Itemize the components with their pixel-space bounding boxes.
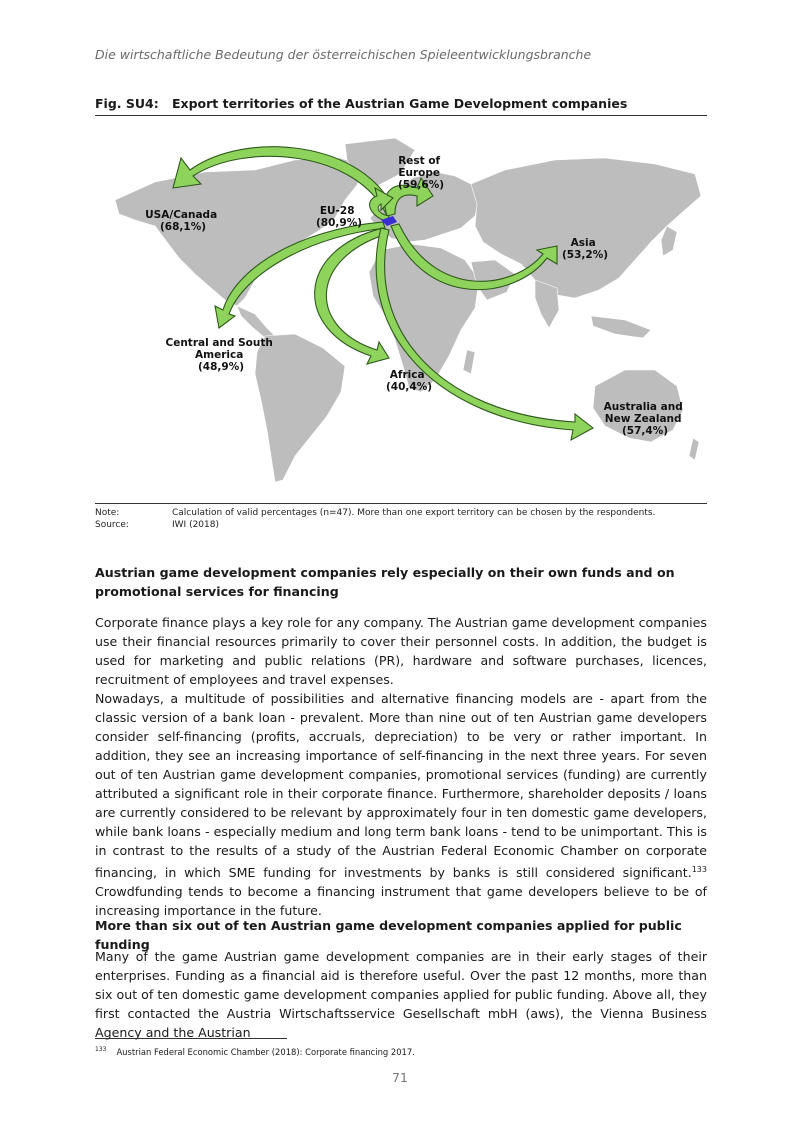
paragraph-public-funding: Many of the game Austrian game development companies are in their early stages of their enterprises. Funding as a financial aid is therefore useful. Over the past 12 months, more than six out of ten domestic game development companies applied for public funding. Above all, they first contacted the Austria Wirtschaftsservice Gesellschaft mbH (aws), the Vienna Business Agency and the Austrian (95, 949, 707, 1040)
label-pct: (53,2%) (561, 249, 609, 261)
page-number: 71 (392, 1070, 408, 1085)
label-line: America (195, 349, 244, 361)
label-line: Europe (398, 167, 441, 179)
label-eu28 (316, 205, 362, 229)
paragraph-text: Crowdfunding tends to become a financing instrument that game developers believe to be of increasing importance in the future. (95, 884, 707, 919)
figure-caption: Export territories of the Austrian Game Development companies (172, 96, 628, 111)
source-text: IWI (2018) (172, 520, 219, 530)
label-line: Rest of (398, 155, 441, 167)
section-heading-financing: Austrian game development companies rely especially on their own funds and on promotional services for financing (95, 565, 675, 599)
section-heading-public-funding: More than six out of ten Austrian game development companies applied for public funding (95, 918, 682, 952)
label-line: EU-28 (319, 205, 355, 217)
south-america-shape (255, 334, 345, 482)
figure-source (95, 520, 219, 530)
madagascar-shape (463, 350, 475, 374)
india-shape (535, 280, 559, 328)
paragraph-financing-models (95, 689, 707, 920)
paragraph-corporate-finance: Corporate finance plays a key role for any company. The Austrian game development companies use their financial resources primarily to cover their personnel costs. In addition, the budget is used for marketing and public relations (PR), hardware and software purchases, licences, recruitment of employees and travel expenses. (95, 615, 707, 687)
world-map-figure (95, 130, 707, 500)
footnote (95, 1046, 415, 1057)
label-pct: (68,1%) (159, 221, 207, 233)
japan-shape (661, 226, 677, 256)
label-line: New Zealand (604, 413, 682, 425)
source-key: Source: (95, 520, 129, 530)
label-line: Central and South (165, 337, 273, 349)
label-pct: (59,6%) (397, 179, 445, 191)
figure-title (95, 96, 707, 116)
figure-label: Fig. SU4: (95, 96, 159, 111)
new-zealand-shape (689, 438, 699, 460)
note-key: Note: (95, 508, 120, 518)
label-rest-of-europe (398, 155, 444, 191)
label-pct: (80,9%) (315, 217, 363, 229)
footnote-text: Austrian Federal Economic Chamber (2018): Corporate financing 2017. (116, 1046, 415, 1057)
label-pct: (40,4%) (385, 381, 433, 393)
label-line: Africa (389, 369, 425, 381)
label-line: USA/Canada (145, 209, 218, 221)
footnote-ref[interactable]: 133 (691, 865, 707, 874)
running-header: Die wirtschaftliche Bedeutung der österreichischen Spieleentwicklungsbranche (95, 47, 592, 62)
label-line: Asia (570, 237, 596, 249)
figure-bottom-rule (95, 503, 707, 504)
footnote-number: 133 (95, 1046, 107, 1053)
note-text: Calculation of valid percentages (n=47). More than one export territory can be chosen by the respondents. (172, 508, 656, 518)
footnote-rule (95, 1038, 287, 1039)
central-america-shape (237, 306, 275, 338)
label-africa (386, 369, 432, 393)
label-pct: (57,4%) (621, 425, 669, 437)
paragraph-text: Nowadays, a multitude of possibilities and alternative financing models are - apart from the classic version of a bank loan - prevalent. More than nine out of ten Austrian game developers consider self-financing (profits, accruals, depreciation) to be very or rather important. In addition, they see an increasing importance of self-financing in the next three years. For seven out of ten Austrian game development companies, promotional services (funding) are currently attributed a significant role in their corporate finance. Furthermore, shareholder deposits / loans are currently considered to be relevant by approximately four in ten domestic game developers, while bank loans - especially medium and long term bank loans - tend to be unimportant. This is in contrast to the results of a study of the Austrian Federal Economic Chamber on corporate financing, in which SME funding for investments by banks is still considered significant. (95, 691, 707, 881)
figure-note (95, 508, 655, 518)
southeast-asia-shape (591, 316, 651, 338)
label-line: Australia and (603, 401, 683, 413)
label-pct: (48,9%) (197, 361, 245, 373)
